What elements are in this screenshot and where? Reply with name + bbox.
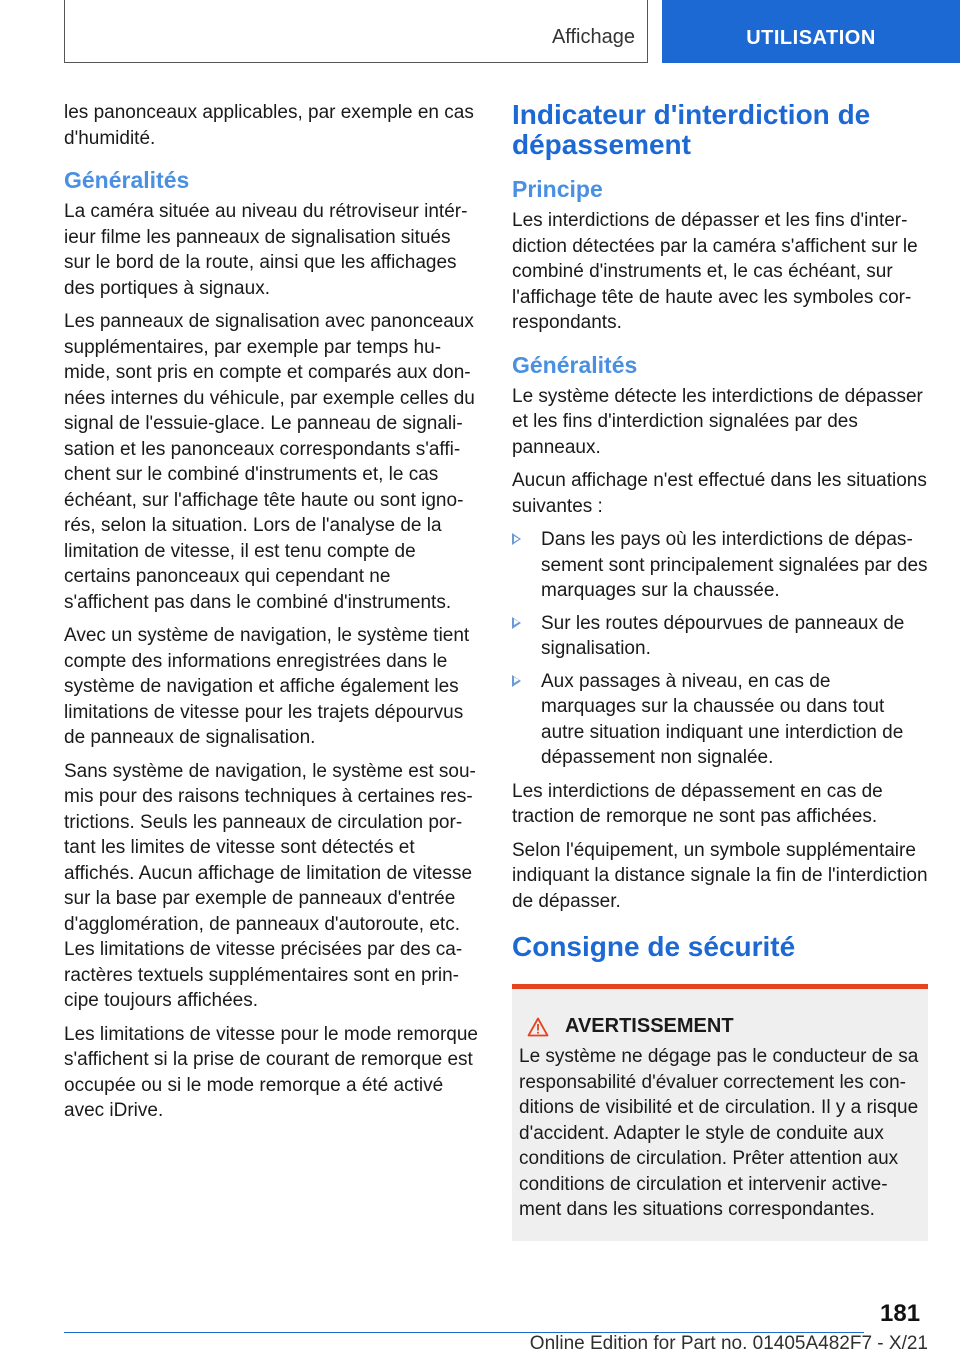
chapter-tab: UTILISATION [662, 0, 960, 63]
paragraph: Le système détecte les interdictions de dépasser et les fins d'interdiction signalées par des panneaux. [512, 385, 923, 458]
safety-heading: Consigne de sécurité [512, 931, 796, 962]
header-frame [64, 0, 648, 63]
paragraph: Les interdictions de dépassement en cas de traction de remorque ne sont pas affichées. [512, 780, 883, 827]
section-title: Affichage [551, 26, 635, 48]
bullet-triangle-icon [512, 617, 521, 629]
left-column [64, 100, 480, 1132]
bullet-triangle-icon [512, 533, 521, 545]
paragraph: Selon l'équipement, un symbole supplémentaire indiquant la distance signale la fin de l'interdiction de dépasser. [512, 839, 928, 912]
warning-title: AVERTISSEMENT [519, 1015, 920, 1038]
paragraph: Les limitations de vitesse pour le mode remorque s'affichent si la prise de courant de remorque est occupée ou si le mode remorque a été activé avec iDrive. [64, 1023, 478, 1121]
list-item: Dans les pays où les interdictions de dépassement sont principalement signalées par des marquages sur la chaussée. [512, 527, 928, 604]
warning-text: Le système ne dégage pas le conducteur de sa responsabilité d'évaluer correctement les conditions de visibilité et de circulation. Il y a risque d'accident. Adapter le style de conduite aux conditions de circulation. Prêter attention aux conditions de circulation et intervenir activement dans les situations correspondantes. [519, 1046, 919, 1220]
paragraph: La caméra située au niveau du rétroviseur intérieur filme les panneaux de signalisation situés sur le bord de la route, ainsi que les affichages des portiques à signaux. [64, 201, 468, 299]
bullet-triangle-icon [512, 675, 521, 687]
page-number: 181 [880, 1300, 921, 1327]
list-item: Aux passages à niveau, en cas de marquages sur la chaussée ou dans tout autre situation indiquant une interdiction de dépassement non signalée. [512, 669, 928, 771]
paragraph: Les interdictions de dépasser et les fins d'interdiction détectées par la caméra s'affichent sur le combiné d'instruments et, le cas échéant, sur l'affichage tête de haute avec les symboles correspondants. [512, 210, 918, 333]
paragraph: Avec un système de navigation, le système tient compte des informations enregistrées dans le système de navigation et affiche également les limitations de vitesse pour les trajets dépourvus de panneaux de signalisation. [64, 625, 470, 748]
intro-paragraph: les panonceaux applicables, par exemple en cas d'humidité. [64, 102, 474, 149]
warning-triangle-icon [527, 1017, 549, 1037]
principe-heading: Principe [512, 176, 603, 202]
section-heading: Indicateur d'interdiction de dépassement [512, 99, 871, 160]
warning-box [512, 984, 928, 1241]
generalites-heading-left: Généralités [64, 167, 190, 193]
paragraph: Aucun affichage n'est effectué dans les situations suivantes : [512, 470, 927, 517]
footer-edition: Online Edition for Part no. 01405A482F7 - X/21 [529, 1333, 928, 1354]
right-column [512, 100, 928, 1241]
paragraph: Les panneaux de signalisation avec panonceaux supplémentaires, par exemple par temps humide, sont pris en compte et comparés aux données internes du véhicule, par exemple celles du signal de l'essuie-glace. Le panneau de signalisation et les panonceaux correspondants s'affichent sur le combiné d'instruments et, le cas échéant, sur l'affichage tête haute ou sont ignorés, selon la situation. Lors de l'analyse de la limitation de vitesse, il est tenu compte de certains panonceaux qui cependant ne s'affichent pas dans le combiné d'instruments. [64, 311, 475, 613]
situation-list [512, 527, 928, 771]
list-item: Sur les routes dépourvues de panneaux de signalisation. [512, 611, 928, 662]
paragraph: Sans système de navigation, le système est soumis pour des raisons techniques à certaines restrictions. Seuls les panneaux de circulation portant les limites de vitesse sont détectés et affichés. Aucun affichage de limitation de vitesse sur la base par exemple de panneaux d'entrée d'agglomération, de panneaux d'autoroute, etc. Les limitations de vitesse précisées par des caractères textuels supplémentaires sont en principe toujours affichées. [64, 760, 476, 1011]
generalites-heading-right: Généralités [512, 351, 638, 378]
